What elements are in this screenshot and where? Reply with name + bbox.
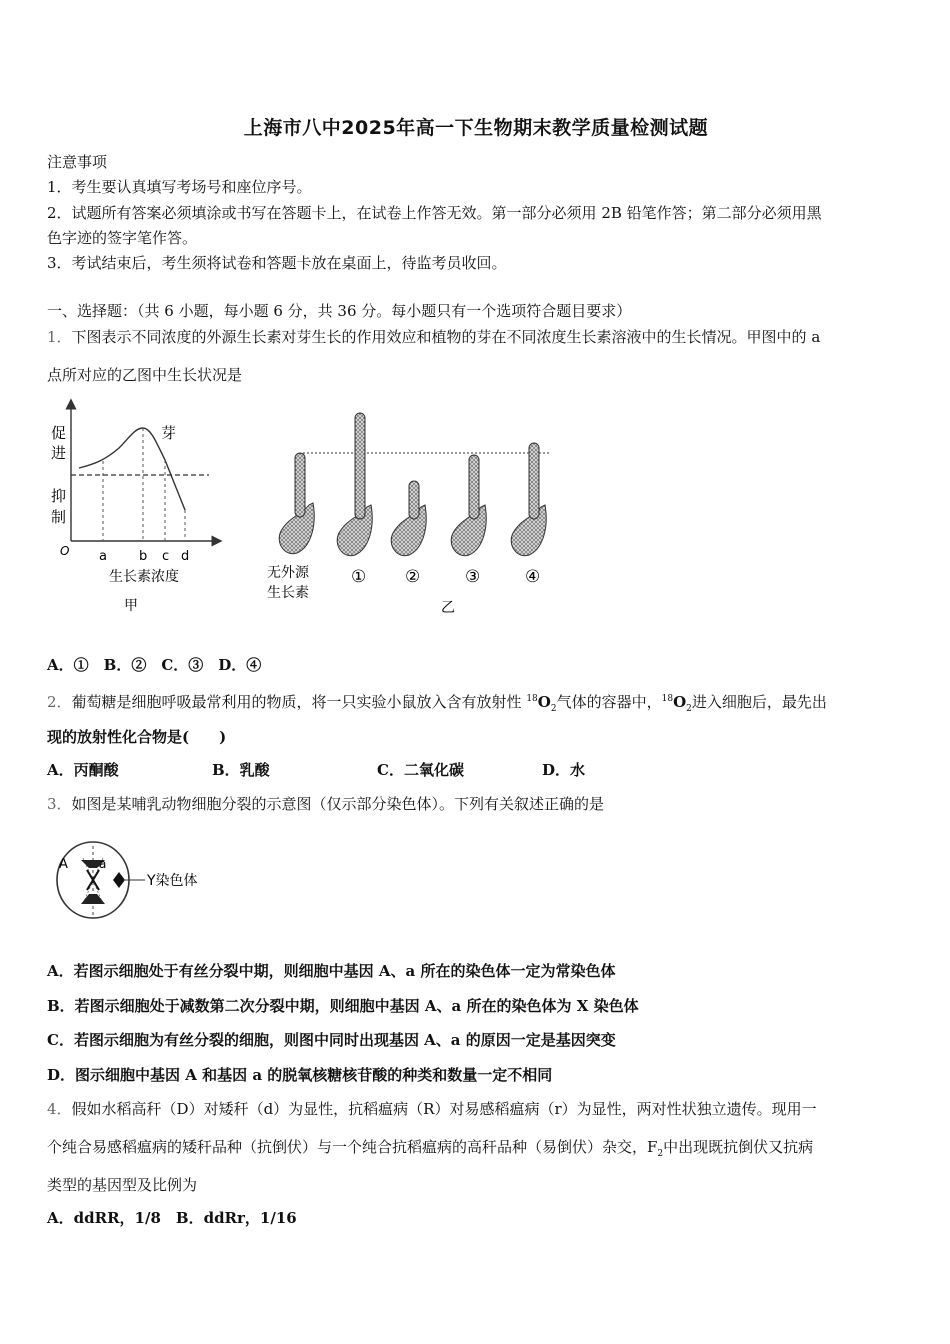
notice-item: 2．试题所有答案必须填涂或书写在答题卡上，在试卷上作答无效。第一部分必须用 2B 铅笔作答；第二部分必须用黑 [47,204,822,222]
seedling-4 [511,443,546,556]
seedling-3 [451,455,486,556]
question-1-line-2: 点所对应的乙图中生长状况是 [47,366,243,384]
figure-caption-jia: 甲 [124,598,138,614]
figure-caption-yi: 乙 [441,600,455,616]
seedling-label-1: ① [351,567,367,587]
question-3-option-d: D．图示细胞中基因 A 和基因 a 的脱氧核糖核苷酸的种类和数量一定不相同 [47,1066,553,1084]
question-3-option-a: A．若图示细胞处于有丝分裂中期，则细胞中基因 A、a 所在的染色体一定为常染色体 [47,962,616,980]
seedling-label-2: ② [405,567,421,587]
notice-item: 1．考生要认真填写考场号和座位序号。 [47,178,312,196]
question-2-option-b: B．乳酸 [212,761,270,779]
question-1-line-1: 1．下图表示不同浓度的外源生长素对芽生长的作用效应和植物的芽在不同浓度生长素溶液中的生长情况。甲图中的 a [47,328,821,346]
seedling-1 [337,413,372,556]
seedling-2 [391,481,426,556]
y-chromosome-label: Y染色体 [147,873,198,889]
question-4-line-3: 类型的基因型及比例为 [47,1176,198,1194]
seedling-control [279,453,314,554]
question-2-line-1: 2．葡萄糖是细胞呼吸最常利用的物质，将一只实验小鼠放入含有放射性 $^{18}O_2$气体的容器中，$^{18}O_2$进入细胞后，最先出 [47,693,827,714]
control-label-2: 生长素 [267,585,309,601]
question-2-option-a: A．丙酮酸 [47,761,119,779]
figure-cell-division [53,834,253,926]
question-3-option-b: B．若图示细胞处于减数第二次分裂中期，则细胞中基因 A、a 所在的染色体为 X 染色体 [47,997,639,1015]
tick-label-c: c [162,549,170,564]
tick-label-d: d [181,549,190,564]
gene-label-A: A [59,857,68,872]
section-heading: 一、选择题：（共 6 小题，每小题 6 分，共 36 分。每小题只有一个选项符合题目要求） [47,302,632,320]
question-3-option-c: C．若图示细胞为有丝分裂的细胞，则图中同时出现基因 A、a 的原因一定是基因突变 [47,1031,616,1049]
gene-label-a: a [99,857,107,871]
question-4-line-2: 个纯合易感稻瘟病的矮秆品种（抗倒伏）与一个纯合抗稻瘟病的高秆品种（易倒伏）杂交，$F_2$中出现既抗倒伏又抗病 [47,1138,814,1159]
question-2-option-d: D．水 [542,761,586,779]
question-2-option-c: C．二氧化碳 [377,761,464,779]
y-label-top-2: 进 [51,444,67,462]
y-label-top-1: 促 [51,424,67,442]
question-1-options: A．① B．② C．③ D．④ [47,656,262,674]
figure-jia-graph [47,398,227,618]
notice-item: 3．考试结束后，考生须将试卷和答题卡放在桌面上，待监考员收回。 [47,254,507,272]
seedling-label-3: ③ [465,567,481,587]
question-4-options: A．ddRR，1/8 B．ddRr，1/16 [47,1209,297,1227]
seedling-label-4: ④ [525,567,541,587]
curve-label: 芽 [161,424,177,442]
origin-label: O [60,544,70,558]
y-label-bottom-2: 制 [51,508,67,526]
question-number: 1． [47,328,72,346]
y-label-bottom-1: 抑 [51,487,67,505]
tick-label-a: a [99,549,107,564]
figure-yi-seedlings [259,405,559,620]
question-3-stem: 3．如图是某哺乳动物细胞分裂的示意图（仅示部分染色体）。下列有关叙述正确的是 [47,795,605,813]
tick-label-b: b [139,549,148,564]
page-title: 上海市八中2025年高一下生物期末教学质量检测试题 [243,117,709,139]
question-4-line-1: 4．假如水稻高秆（D）对矮秆（d）为显性，抗稻瘟病（R）对易感稻瘟病（r）为显性，两对性状独立遗传。现用一 [47,1100,817,1118]
notice-item: 色字迹的签字笔作答。 [47,229,198,247]
question-2-line-2: 现的放射性化合物是( ) [47,728,227,746]
notice-heading: 注意事项 [47,153,108,171]
control-label-1: 无外源 [267,565,309,581]
x-axis-label: 生长素浓度 [109,569,179,585]
